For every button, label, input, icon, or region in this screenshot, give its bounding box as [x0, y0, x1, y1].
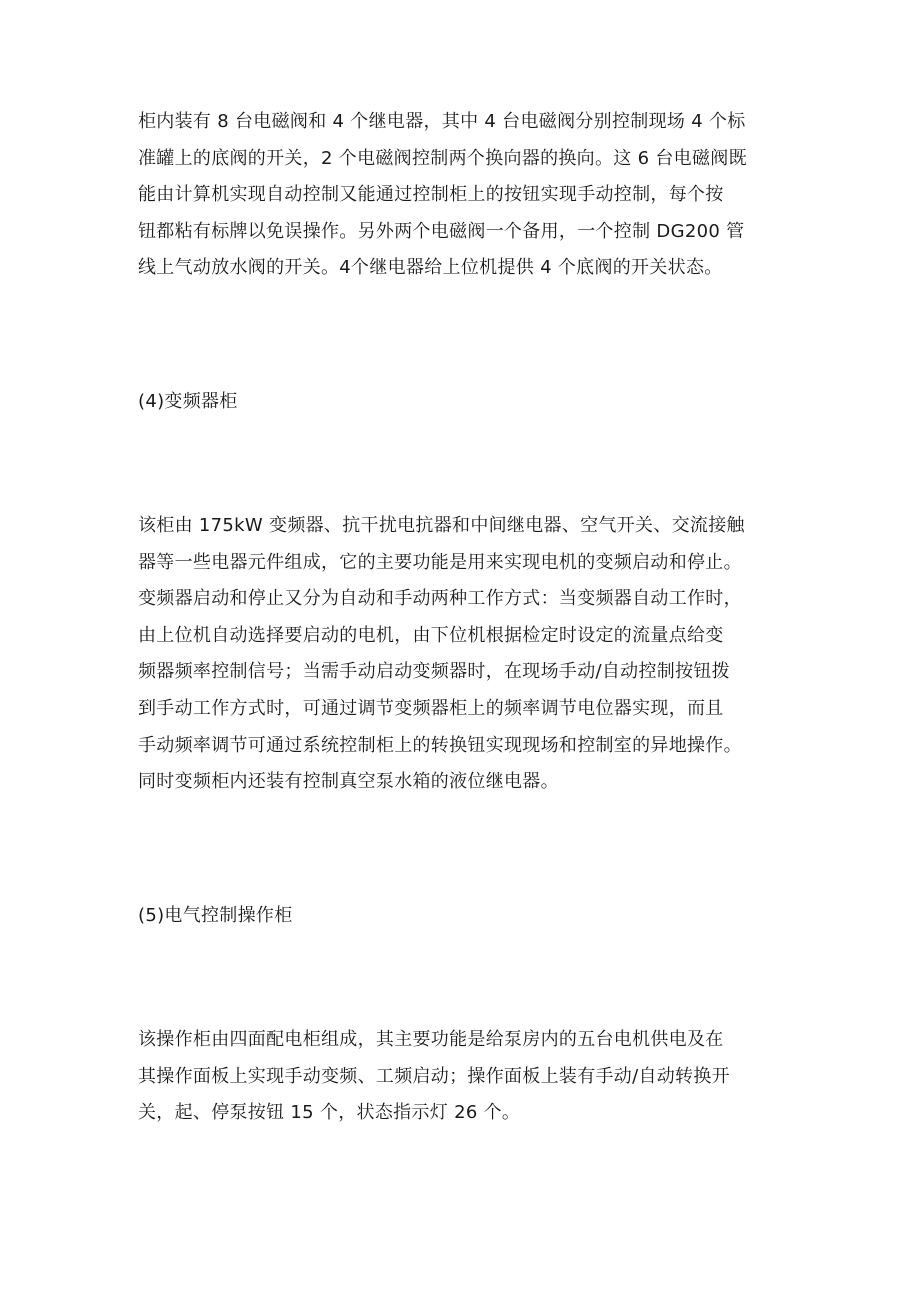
- paragraph-line: 该操作柜由四面配电柜组成，其主要功能是给泵房内的五台电机供电及在: [138, 1029, 724, 1050]
- paragraph-line: 频器频率控制信号；当需手动启动变频器时，在现场手动/自动控制按钮拨: [138, 661, 730, 683]
- paragraph-line: 钮都粘有标牌以免误操作。另外两个电磁阀一个备用，一个控制 DG200 管: [138, 220, 745, 242]
- paragraph-line: 该柜由 175kW 变频器、抗干扰电抗器和中间继电器、空气开关、交流接触: [138, 515, 745, 536]
- paragraph-line: 线上气动放水阀的开关。4个继电器给上位机提供 4 个底阀的开关状态。: [138, 257, 723, 279]
- paragraph-line: 柜内装有 8 台电磁阀和 4 个继电器，其中 4 台电磁阀分别控制现场 4 个标: [138, 111, 746, 132]
- paragraph-line: 变频器启动和停止又分为自动和手动两种工作方式：当变频器自动工作时，: [138, 588, 742, 610]
- paragraph-line: 器等一些电器元件组成，它的主要功能是用来实现电机的变频启动和停止。: [138, 551, 742, 573]
- paragraph-line: 到手动工作方式时，可通过调节变频器柜上的频率调节电位器实现，而且: [138, 697, 724, 719]
- paragraph-line: 由上位机自动选择要启动的电机，由下位机根据检定时设定的流量点给变: [138, 624, 724, 646]
- paragraph-line: 关，起、停泵按钮 15 个，状态指示灯 26 个。: [138, 1102, 521, 1124]
- paragraph-solenoid-cabinet: [138, 104, 793, 287]
- paragraph-line: 同时变频柜内还装有控制真空泵水箱的液位继电器。: [138, 771, 559, 793]
- paragraph-line: 手动频率调节可通过系统控制柜上的转换钮实现现场和控制室的异地操作。: [138, 734, 742, 756]
- paragraph-inverter-cabinet: [138, 508, 793, 801]
- paragraph-line: 其操作面板上实现手动变频、工频启动；操作面板上装有手动/自动转换开: [138, 1065, 730, 1087]
- section-heading-electrical-control-cabinet: (5)电气控制操作柜: [138, 905, 293, 926]
- section-heading-inverter-cabinet: (4)变频器柜: [138, 391, 238, 412]
- paragraph-line: 能由计算机实现自动控制又能通过控制柜上的按钮实现手动控制，每个按: [138, 184, 724, 206]
- paragraph-electrical-control-cabinet: [138, 1022, 793, 1132]
- paragraph-line: 准罐上的底阀的开关，2 个电磁阀控制两个换向器的换向。这 6 台电磁阀既: [138, 147, 747, 169]
